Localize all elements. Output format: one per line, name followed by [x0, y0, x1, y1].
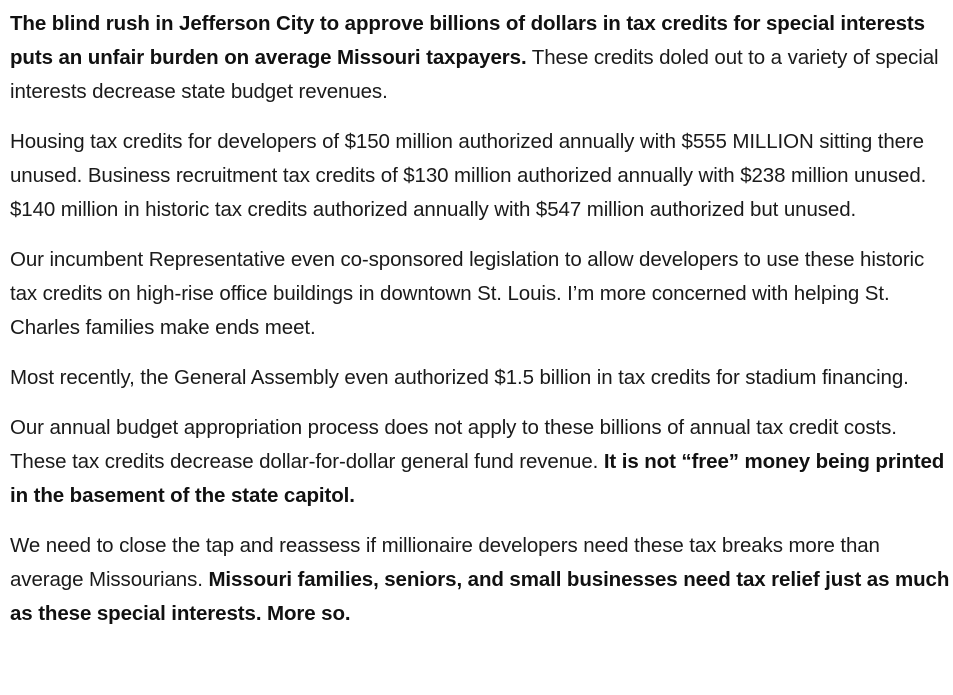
paragraph-text: Our incumbent Representative even co-sponsored legislation to allow developers to use these historic tax credits on high-rise office buildings in downtown St. Louis. I’m more concerned with helping St. Charles families make ends meet. [10, 248, 925, 339]
bold-free-money-statement: It is not “free” money being printed in the basement of the state capitol. [10, 450, 945, 507]
bold-closing-statement: Missouri families, seniors, and small businesses need tax relief just as much as these special interests. More so. [10, 568, 950, 625]
paragraph-close-the-tap [10, 529, 950, 631]
paragraph-text: Most recently, the General Assembly even authorized $1.5 billion in tax credits for stadium financing. [10, 366, 909, 389]
paragraph-budget-process [10, 411, 950, 513]
paragraph-text: These credits doled out to a variety of special interests decrease state budget revenues. [10, 46, 939, 103]
paragraph-text: Our annual budget appropriation process does not apply to these billions of annual tax credit costs. These tax credits decrease dollar-for-dollar general fund revenue. [10, 416, 897, 473]
paragraph-incumbent-legislation [10, 243, 950, 345]
paragraph-tax-credit-burden [10, 7, 950, 109]
document-body [10, 7, 950, 631]
bold-lead-statement: The blind rush in Jefferson City to approve billions of dollars in tax credits for special interests puts an unfair burden on average Missouri taxpayers. [10, 12, 925, 69]
paragraph-stadium-financing [10, 361, 950, 395]
paragraph-text: Housing tax credits for developers of $150 million authorized annually with $555 MILLION sitting there unused. Business recruitment tax credits of $130 million authorized annually with $238 million unused. $140 million in historic tax credits authorized annually with $547 million authorized but unused. [10, 130, 927, 221]
paragraph-text: We need to close the tap and reassess if millionaire developers need these tax breaks more than average Missourians. [10, 534, 880, 591]
paragraph-unused-credits [10, 125, 950, 227]
